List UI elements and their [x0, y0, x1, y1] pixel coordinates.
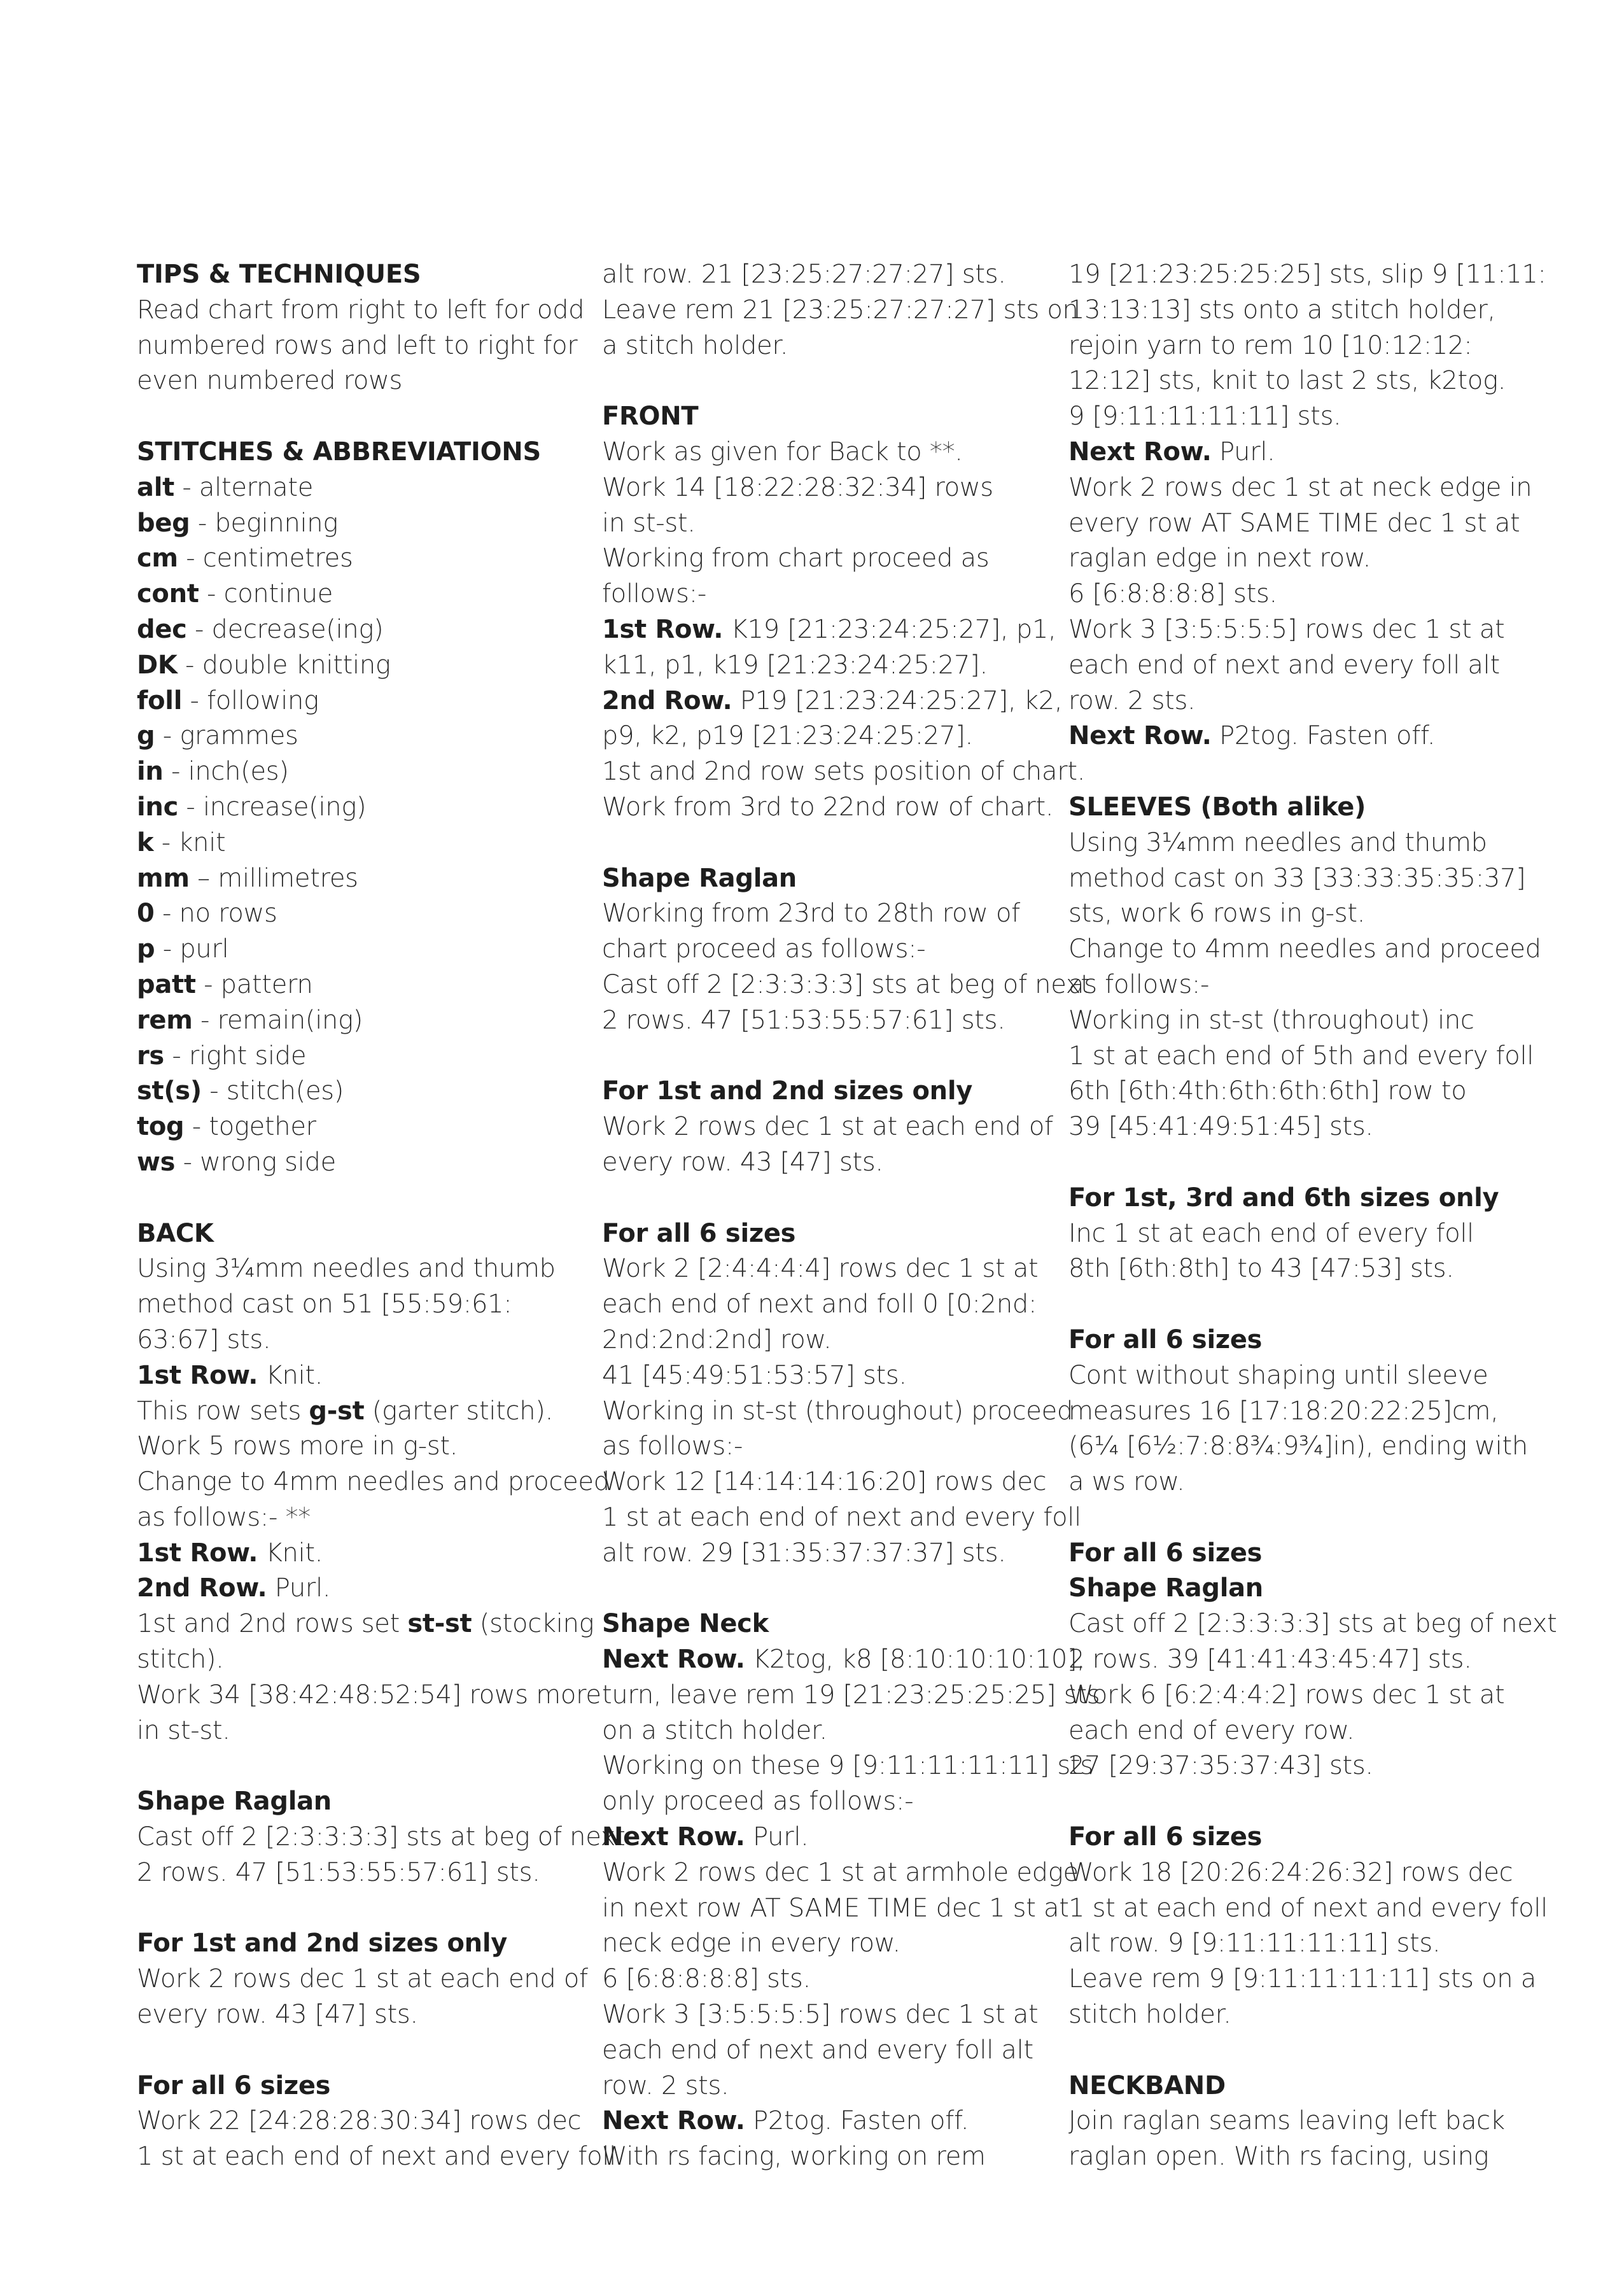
line-text: This row sets: [137, 1396, 309, 1426]
abbreviation-row: [137, 1145, 608, 1181]
abbreviation-row: [137, 648, 608, 684]
pattern-section: [1068, 257, 1546, 754]
abbreviation-separator: -: [153, 827, 179, 857]
column-2: [602, 257, 1100, 2175]
column-3: [1068, 257, 1557, 2175]
bold-label: 1st Row.: [137, 1360, 258, 1390]
abbreviation-term: DK: [137, 650, 178, 680]
abbreviation-separator: -: [199, 579, 224, 609]
text-line: stitch).: [137, 1645, 224, 1675]
text-line: 63:67] sts.: [137, 1325, 271, 1354]
instruction-line: [602, 1820, 1073, 1855]
abbreviation-separator: -: [190, 508, 215, 538]
pattern-section: [137, 1216, 608, 1749]
text-line: each end of next and foll 0 [0:2nd:: [602, 1290, 1037, 1319]
pattern-section: [1068, 1536, 1557, 1785]
abbreviation-row: [137, 506, 608, 542]
instruction-line: [1068, 719, 1539, 754]
instruction-line: [602, 1642, 1085, 1678]
text-line: as follows:- **: [137, 1502, 311, 1532]
line-text: Purl.: [1211, 437, 1275, 467]
abbreviation-row: [137, 754, 608, 790]
instruction-line: [602, 612, 1073, 648]
text-line: only proceed as follows:-: [602, 1787, 914, 1817]
line-text: P2tog. Fasten off.: [1211, 721, 1436, 751]
pattern-section: [137, 435, 608, 1181]
section-heading: Shape Raglan: [602, 863, 797, 893]
text-line: alt row. 9 [9:11:11:11:11] sts.: [1068, 1929, 1441, 1958]
abbreviation-separator: -: [184, 1112, 209, 1142]
text-line: 1st and 2nd row sets position of chart.: [602, 757, 1086, 787]
section-heading: For all 6 sizes: [1068, 1325, 1263, 1354]
text-line: each end of next and every foll alt: [602, 2035, 1033, 2065]
pattern-section: [137, 2069, 616, 2175]
text-line: Work 34 [38:42:48:52:54] rows more: [137, 1680, 601, 1710]
text-line: Join raglan seams leaving left back: [1068, 2106, 1505, 2136]
section-heading: For 1st, 3rd and 6th sizes only: [1068, 1183, 1499, 1213]
abbreviation-row: [137, 1109, 608, 1145]
pattern-section: [137, 1784, 626, 1890]
text-line: Working from 23rd to 28th row of: [602, 899, 1020, 929]
text-line: Work 5 rows more in g-st.: [137, 1431, 458, 1461]
abbreviation-definition: stitch(es): [226, 1076, 344, 1106]
abbreviation-term: alt: [137, 472, 174, 502]
text-line: chart proceed as follows:-: [602, 934, 926, 964]
abbreviation-definition: alternate: [199, 472, 314, 502]
text-line: Leave rem 9 [9:11:11:11:11] sts on a: [1068, 1964, 1536, 1994]
text-line: Cast off 2 [2:3:3:3:3] sts at beg of next: [1068, 1609, 1557, 1639]
abbreviation-definition: no rows: [179, 899, 277, 929]
abbreviation-separator: -: [163, 757, 188, 787]
pattern-section: [1068, 2069, 1539, 2175]
section-heading: Shape Neck: [602, 1609, 769, 1639]
text-line: Working on these 9 [9:11:11:11:11] sts: [602, 1751, 1093, 1781]
text-line: Change to 4mm needles and proceed: [137, 1467, 610, 1497]
abbreviation-definition: remain(ing): [217, 1005, 363, 1035]
text-line: turn, leave rem 19 [21:23:25:25:25] sts: [602, 1680, 1100, 1710]
text-line: Work 2 rows dec 1 st at armhole edge: [602, 1857, 1079, 1887]
text-line: Work 2 rows dec 1 st at neck edge in: [1068, 472, 1532, 502]
text-line: 27 [29:37:35:37:43] sts.: [1068, 1751, 1373, 1781]
text-line: raglan edge in next row.: [1068, 544, 1371, 573]
section-heading: For all 6 sizes: [602, 1218, 796, 1248]
text-line: Leave rem 21 [23:25:27:27:27] sts on: [602, 295, 1079, 325]
line-text: (garter stitch).: [364, 1396, 554, 1426]
abbreviation-row: [137, 470, 608, 506]
text-line: (6¼ [6½:7:8:8¾:9¾]in), ending with: [1068, 1431, 1528, 1461]
text-line: a stitch holder.: [602, 330, 788, 360]
pattern-section: [137, 1926, 608, 2032]
abbreviation-term: rs: [137, 1041, 164, 1071]
abbreviation-term: beg: [137, 508, 190, 538]
pattern-section: [602, 1216, 1081, 1571]
text-line: 1 st at each end of next and every foll: [1068, 1893, 1548, 1923]
text-line: alt row. 29 [31:35:37:37:37] sts.: [602, 1538, 1006, 1568]
abbreviation-separator: -: [164, 1041, 189, 1071]
section-heading: For 1st and 2nd sizes only: [137, 1929, 508, 1958]
column-1: [137, 257, 626, 2175]
bold-label: Next Row.: [602, 1822, 745, 1852]
instruction-line: [602, 2104, 1073, 2139]
text-line: Work 14 [18:22:28:32:34] rows: [602, 472, 993, 502]
text-line: each end of every row.: [1068, 1715, 1355, 1745]
abbreviation-row: [137, 790, 608, 826]
text-line: in st-st.: [602, 508, 696, 538]
pattern-section: [602, 1074, 1073, 1180]
text-line: every row AT SAME TIME dec 1 st at: [1068, 508, 1520, 538]
abbreviation-definition: increase(ing): [202, 792, 367, 822]
abbreviation-definition: grammes: [179, 721, 298, 751]
text-line: Read chart from right to left for odd: [137, 295, 585, 325]
abbreviation-definition: knit: [178, 827, 226, 857]
text-line: 9 [9:11:11:11:11] sts.: [1068, 402, 1341, 432]
text-line: on a stitch holder.: [602, 1715, 827, 1745]
abbreviation-term: 0: [137, 899, 155, 929]
bold-label: Next Row.: [602, 2106, 745, 2136]
text-line: Working from chart proceed as: [602, 544, 990, 573]
abbreviation-row: [137, 577, 608, 612]
abbreviation-term: rem: [137, 1005, 193, 1035]
bold-label: Shape Raglan: [1068, 1573, 1263, 1603]
line-text: Knit.: [258, 1360, 323, 1390]
abbreviation-separator: -: [155, 721, 180, 751]
abbreviation-separator: -: [154, 899, 179, 929]
text-line: 1 st at each end of next and every foll: [137, 2142, 616, 2172]
text-line: Work 2 rows dec 1 st at each end of: [137, 1964, 588, 1994]
text-line: rejoin yarn to rem 10 [10:12:12:: [1068, 330, 1473, 360]
text-line: Change to 4mm needles and proceed: [1068, 934, 1541, 964]
line-text: P2tog. Fasten off.: [745, 2106, 969, 2136]
abbreviation-definition: millimetres: [218, 863, 358, 893]
line-text: P19 [21:23:24:25:27], k2,: [732, 686, 1063, 715]
text-line: even numbered rows: [137, 366, 403, 396]
instruction-line: [137, 1607, 608, 1642]
text-line: Work 12 [14:14:14:16:20] rows dec: [602, 1467, 1047, 1497]
abbreviation-row: [137, 719, 608, 754]
text-line: as follows:-: [1068, 969, 1210, 999]
section-heading: SLEEVES (Both alike): [1068, 792, 1366, 822]
text-line: 1 st at each end of 5th and every foll: [1068, 1041, 1534, 1071]
text-line: Working in st-st (throughout) inc: [1068, 1005, 1474, 1035]
abbreviation-definition: right side: [188, 1041, 307, 1071]
text-line: Work 2 rows dec 1 st at each end of: [602, 1112, 1053, 1142]
text-line: Work 3 [3:5:5:5:5] rows dec 1 st at: [1068, 614, 1505, 644]
text-line: numbered rows and left to right for: [137, 330, 578, 360]
text-line: every row. 43 [47] sts.: [137, 2000, 418, 2030]
abbreviation-separator: -: [186, 614, 212, 644]
text-line: in next row AT SAME TIME dec 1 st at: [602, 1893, 1069, 1923]
section-heading: FRONT: [602, 402, 699, 432]
text-line: 2 rows. 39 [41:41:43:45:47] sts.: [1068, 1645, 1472, 1675]
text-line: 41 [45:49:51:53:57] sts.: [602, 1360, 907, 1390]
bold-label: Next Row.: [1068, 437, 1212, 467]
pattern-section: [1068, 790, 1539, 1145]
abbreviation-separator: -: [174, 472, 199, 502]
line-text: Knit.: [258, 1538, 323, 1568]
pattern-section: [602, 861, 1091, 1039]
abbreviation-row: [137, 967, 608, 1003]
bold-label: 2nd Row.: [137, 1573, 267, 1603]
abbreviation-row: [137, 861, 608, 897]
instruction-line: [137, 1571, 608, 1607]
text-line: Using 3¼mm needles and thumb: [1068, 827, 1487, 857]
line-text: Purl.: [267, 1573, 331, 1603]
text-line: neck edge in every row.: [602, 1929, 900, 1958]
abbreviation-separator: -: [201, 1076, 227, 1106]
text-line: Cont without shaping until sleeve: [1068, 1360, 1488, 1390]
text-line: in st-st.: [137, 1715, 230, 1745]
abbreviation-separator: -: [195, 969, 221, 999]
text-line: row. 2 sts.: [602, 2071, 729, 2100]
text-line: Cast off 2 [2:3:3:3:3] sts at beg of next: [602, 969, 1091, 999]
abbreviation-definition: wrong side: [200, 1147, 336, 1177]
abbreviation-term: p: [137, 934, 155, 964]
section-heading: NECKBAND: [1068, 2071, 1226, 2100]
section-heading: For all 6 sizes: [1068, 1822, 1263, 1852]
section-heading: TIPS & TECHNIQUES: [137, 260, 421, 289]
abbreviation-term: g: [137, 721, 155, 751]
abbreviation-separator: -: [175, 1147, 200, 1177]
abbreviation-row: [137, 1039, 608, 1074]
bold-label: 1st Row.: [602, 614, 724, 644]
text-line: 13:13:13] sts onto a stitch holder,: [1068, 295, 1495, 325]
instruction-line: [137, 1536, 608, 1571]
bold-label: 2nd Row.: [602, 686, 732, 715]
line-text: Purl.: [745, 1822, 809, 1852]
text-line: Work 3 [3:5:5:5:5] rows dec 1 st at: [602, 2000, 1039, 2030]
abbreviation-term: cont: [137, 579, 199, 609]
abbreviation-term: tog: [137, 1112, 185, 1142]
abbreviation-separator: –: [189, 863, 218, 893]
abbreviation-definition: double knitting: [202, 650, 391, 680]
text-line: sts, work 6 rows in g-st.: [1068, 899, 1366, 929]
abbreviation-term: k: [137, 827, 154, 857]
abbreviation-definition: following: [207, 686, 319, 715]
abbreviation-term: cm: [137, 544, 178, 573]
abbreviation-definition: inch(es): [188, 757, 289, 787]
text-line: alt row. 21 [23:25:27:27:27] sts.: [602, 260, 1006, 289]
abbreviation-definition: together: [209, 1112, 316, 1142]
section-heading: Shape Raglan: [137, 1787, 332, 1817]
instruction-line: [137, 1358, 608, 1394]
pattern-section: [1068, 1181, 1539, 1287]
section-heading: For all 6 sizes: [1068, 1538, 1263, 1568]
abbreviation-term: dec: [137, 614, 187, 644]
bold-label: Next Row.: [602, 1645, 745, 1675]
text-line: Work from 3rd to 22nd row of chart.: [602, 792, 1054, 822]
instruction-line: [1068, 1571, 1539, 1607]
pattern-section: [137, 257, 608, 399]
text-line: 2 rows. 47 [51:53:55:57:61] sts.: [602, 1005, 1005, 1035]
abbreviation-term: in: [137, 757, 164, 787]
abbreviation-definition: continue: [223, 579, 333, 609]
abbreviation-definition: centimetres: [202, 544, 353, 573]
text-line: 2 rows. 47 [51:53:55:57:61] sts.: [137, 1857, 540, 1887]
pattern-section: [1068, 1820, 1548, 2033]
abbreviation-term: st(s): [137, 1076, 202, 1106]
text-line: a ws row.: [1068, 1467, 1185, 1497]
text-line: 1 st at each end of next and every foll: [602, 1502, 1081, 1532]
abbreviation-definition: pattern: [220, 969, 313, 999]
text-line: raglan open. With rs facing, using: [1068, 2142, 1489, 2172]
abbreviation-definition: decrease(ing): [211, 614, 384, 644]
text-line: p9, k2, p19 [21:23:24:25:27].: [602, 721, 973, 751]
text-line: 12:12] sts, knit to last 2 sts, k2tog.: [1068, 366, 1506, 396]
text-line: follows:-: [602, 579, 707, 609]
bold-label: g-st: [309, 1396, 365, 1426]
section-heading: For 1st and 2nd sizes only: [602, 1076, 973, 1106]
pattern-section: [1068, 1323, 1539, 1500]
text-line: as follows:-: [602, 1431, 743, 1461]
bold-label: 1st Row.: [137, 1538, 258, 1568]
bold-label: Next Row.: [1068, 721, 1212, 751]
abbreviation-term: patt: [137, 969, 196, 999]
abbreviation-row: [137, 541, 608, 577]
abbreviation-row: [137, 612, 608, 648]
abbreviation-separator: -: [177, 650, 202, 680]
line-text: K2tog, k8 [8:10:10:10:10],: [745, 1645, 1085, 1675]
text-line: Work 22 [24:28:28:30:34] rows dec: [137, 2106, 582, 2136]
text-line: With rs facing, working on rem: [602, 2142, 986, 2172]
text-line: measures 16 [17:18:20:22:25]cm,: [1068, 1396, 1499, 1426]
abbreviation-row: [137, 1003, 608, 1039]
text-line: Work as given for Back to **.: [602, 437, 963, 467]
text-line: method cast on 33 [33:33:35:35:37]: [1068, 863, 1526, 893]
section-heading: STITCHES & ABBREVIATIONS: [137, 437, 541, 467]
abbreviation-separator: -: [178, 544, 203, 573]
abbreviation-row: [137, 1074, 608, 1109]
abbreviation-term: ws: [137, 1147, 176, 1177]
instruction-line: [602, 684, 1073, 719]
instruction-line: [1068, 435, 1539, 470]
line-text: (stocking: [472, 1609, 594, 1639]
abbreviation-term: inc: [137, 792, 178, 822]
text-line: Work 2 [2:4:4:4:4] rows dec 1 st at: [602, 1254, 1039, 1284]
line-text: 1st and 2nd rows set: [137, 1609, 408, 1639]
abbreviation-row: [137, 684, 608, 719]
abbreviation-definition: purl: [179, 934, 229, 964]
abbreviation-term: foll: [137, 686, 183, 715]
instruction-line: [137, 1394, 608, 1430]
text-line: Inc 1 st at each end of every foll: [1068, 1218, 1474, 1248]
text-line: 8th [6th:8th] to 43 [47:53] sts.: [1068, 1254, 1454, 1284]
abbreviation-row: [137, 896, 608, 932]
text-line: k11, p1, k19 [21:23:24:25:27].: [602, 650, 988, 680]
text-line: 6th [6th:4th:6th:6th:6th] row to: [1068, 1076, 1467, 1106]
text-line: 2nd:2nd:2nd] row.: [602, 1325, 832, 1354]
text-line: 19 [21:23:25:25:25] sts, slip 9 [11:11:: [1068, 260, 1546, 289]
abbreviation-row: [137, 932, 608, 967]
abbreviation-separator: -: [182, 686, 207, 715]
text-line: 39 [45:41:49:51:45] sts.: [1068, 1112, 1373, 1142]
abbreviation-term: mm: [137, 863, 190, 893]
text-line: Work 18 [20:26:24:26:32] rows dec: [1068, 1857, 1513, 1887]
text-line: 6 [6:8:8:8:8] sts.: [1068, 579, 1277, 609]
text-line: Using 3¼mm needles and thumb: [137, 1254, 556, 1284]
bold-label: st-st: [407, 1609, 472, 1639]
text-line: every row. 43 [47] sts.: [602, 1147, 883, 1177]
text-line: Working in st-st (throughout) proceed: [602, 1396, 1073, 1426]
abbreviation-row: [137, 826, 608, 861]
text-line: each end of next and every foll alt: [1068, 650, 1500, 680]
abbreviation-separator: -: [178, 792, 203, 822]
pattern-section: [602, 399, 1086, 826]
abbreviation-separator: -: [155, 934, 180, 964]
line-text: K19 [21:23:24:25:27], p1,: [723, 614, 1056, 644]
text-line: Work 6 [6:2:4:4:2] rows dec 1 st at: [1068, 1680, 1505, 1710]
pattern-section: [602, 1607, 1100, 2175]
text-line: row. 2 sts.: [1068, 686, 1196, 715]
abbreviation-definition: beginning: [214, 508, 339, 538]
text-line: Cast off 2 [2:3:3:3:3] sts at beg of next: [137, 1822, 626, 1852]
text-line: stitch holder.: [1068, 2000, 1231, 2030]
section-heading: For all 6 sizes: [137, 2071, 331, 2100]
abbreviation-separator: -: [192, 1005, 218, 1035]
text-line: method cast on 51 [55:59:61:: [137, 1290, 512, 1319]
pattern-section: [602, 257, 1079, 363]
text-line: 6 [6:8:8:8:8] sts.: [602, 1964, 811, 1994]
section-heading: BACK: [137, 1218, 214, 1248]
